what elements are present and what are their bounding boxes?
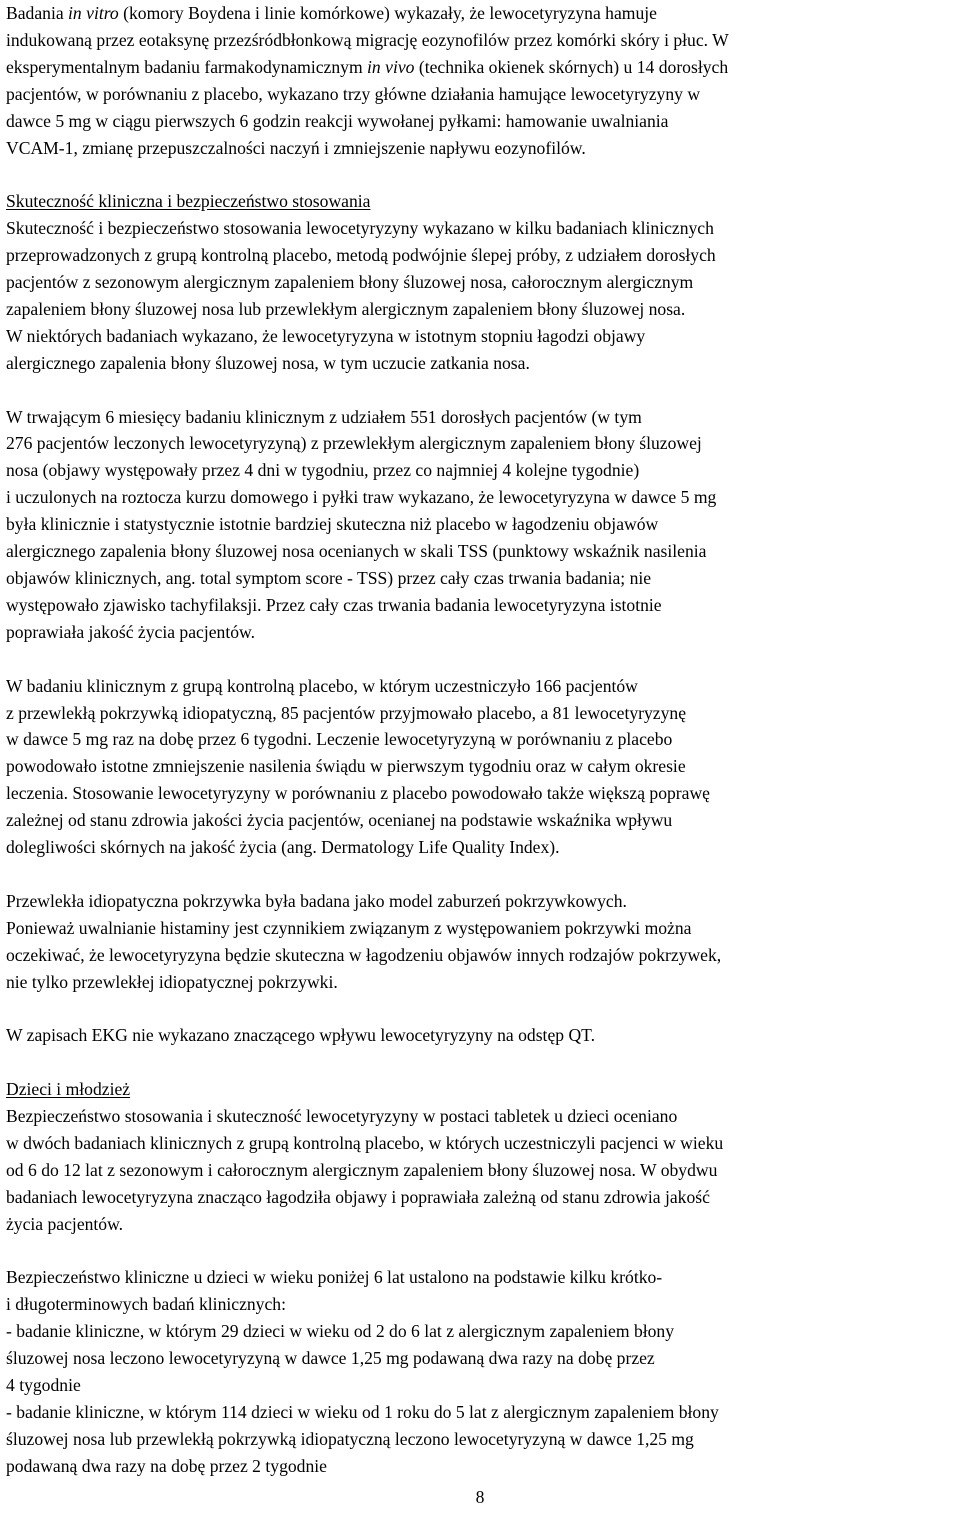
text-line: śluzowej nosa lub przewlekłą pokrzywką idiopatyczną leczono lewocetyryzyną w dawce 1,25 mg — [6, 1428, 694, 1449]
paragraph-gap — [6, 377, 956, 404]
text-segment: (komory Boydena i linie komórkowe) wykazały, że lewocetyryzyna hamuje — [118, 3, 657, 23]
text-line: nie tylko przewlekłej idiopatycznej pokrzywki. — [6, 971, 338, 992]
text-line — [6, 108, 956, 135]
text-line: Bezpieczeństwo stosowania i skuteczność lewocetyryzyny w postaci tabletek u dzieci oceniano — [6, 1106, 678, 1127]
text-line: W zapisach EKG nie wykazano znaczącego wpływu lewocetyryzyny na odstęp QT. — [6, 1025, 595, 1046]
text-segment: in vivo — [367, 56, 415, 77]
paragraph-gap — [6, 861, 956, 888]
text-line: zależnej od stanu zdrowia jakości życia pacjentów, ocenianej na podstawie wskaźnika wpływu — [6, 810, 673, 831]
text-segment: VCAM-1, zmianę przepuszczalności naczyń i zmniejszenie napływu eozynofilów. — [6, 137, 586, 158]
paragraph-children-studies — [6, 1103, 956, 1238]
text-line: dolegliwości skórnych na jakość życia (ang. Dermatology Life Quality Index). — [6, 837, 560, 858]
text-line: poprawiała jakość życia pacjentów. — [6, 621, 255, 642]
text-line: śluzowej nosa leczono lewocetyryzyną w dawce 1,25 mg podawaną dwa razy na dobę przez — [6, 1348, 655, 1369]
text-line: badaniach lewocetyryzyna znacząco łagodziła objawy i poprawiała zależną od stanu zdrowia jakość — [6, 1186, 710, 1207]
text-segment: eksperymentalnym badaniu farmakodynamicznym — [6, 56, 368, 77]
text-segment: indukowaną przez eotaksynę przezśródbłonkową migrację eozynofilów przez komórki skóry i płuc. W — [6, 29, 729, 50]
text-line: W niektórych badaniach wykazano, że lewocetyryzyna w istotnym stopniu łagodzi objawy — [6, 325, 646, 346]
text-line: i uczulonych na roztocza kurzu domowego i pyłki traw wykazano, że lewocetyryzyna w dawce 5 mg — [6, 487, 717, 508]
text-segment: in vitro — [68, 3, 119, 23]
text-line: od 6 do 12 lat z sezonowym i całorocznym alergicznym zapaleniem błony śluzowej nosa. W obydwu — [6, 1159, 718, 1180]
text-line: leczenia. Stosowanie lewocetyryzyny w porównaniu z placebo powodowało także większą poprawę — [6, 783, 710, 804]
paragraph-in-vitro — [6, 0, 956, 161]
text-line: występowało zjawisko tachyfilaksji. Przez cały czas trwania badania lewocetyryzyna istotnie — [6, 594, 662, 615]
text-line — [6, 135, 956, 162]
paragraph-gap — [6, 161, 956, 188]
paragraph-efficacy — [6, 215, 956, 376]
text-line: W trwającym 6 miesięcy badaniu klinicznym z udziałem 551 dorosłych pacjentów (w tym — [6, 406, 642, 427]
text-segment: (technika okienek skórnych) u 14 dorosłych — [414, 56, 729, 77]
text-line: przeprowadzonych z grupą kontrolną placebo, metodą podwójnie ślepej próby, z udziałem dorosłych — [6, 245, 716, 266]
text-line: powodowało istotne zmniejszenie nasilenia świądu w pierwszym tygodniu oraz w całym okresie — [6, 756, 686, 777]
text-segment: pacjentów, w porównaniu z placebo, wykazano trzy główne działania hamujące lewocetyryzyny w — [6, 83, 701, 104]
page-number: 8 — [475, 1487, 485, 1507]
text-line: Skuteczność i bezpieczeństwo stosowania lewocetyryzyny wykazano w kilku badaniach klinicznych — [6, 218, 714, 239]
text-line: - badanie kliniczne, w którym 114 dzieci w wieku od 1 roku do 5 lat z alergicznym zapaleniem błony — [6, 1402, 719, 1423]
text-line: zapaleniem błony śluzowej nosa lub przewlekłym alergicznym zapaleniem błony śluzowej nosa. — [6, 298, 686, 319]
section-clinical — [6, 188, 956, 376]
text-line: 4 tygodnie — [6, 1375, 81, 1396]
text-line: życia pacjentów. — [6, 1213, 124, 1234]
paragraph-gap — [6, 1238, 956, 1265]
text-line — [6, 27, 956, 54]
paragraph-under-6 — [6, 1264, 956, 1479]
text-line: podawaną dwa razy na dobę przez 2 tygodnie — [6, 1455, 327, 1476]
paragraph-gap — [6, 646, 956, 673]
text-line: alergicznego zapalenia błony śluzowej nosa, w tym uczucie zatkania nosa. — [6, 352, 530, 373]
text-line: objawów klinicznych, ang. total symptom score - TSS) przez cały czas trwania badania; nie — [6, 568, 652, 588]
text-line: pacjentów z sezonowym alergicznym zapaleniem błony śluzowej nosa, całorocznym alergicznym — [6, 272, 694, 293]
text-line: nosa (objawy występowały przez 4 dni w tygodniu, przez co najmniej 4 kolejne tygodnie) — [6, 460, 640, 481]
paragraph-gap — [6, 1049, 956, 1076]
text-line: W badaniu klinicznym z grupą kontrolną placebo, w którym uczestniczyło 166 pacjentów — [6, 675, 638, 696]
text-line: alergicznego zapalenia błony śluzowej nosa ocenianych w skali TSS (punktowy wskaźnik nasilenia — [6, 541, 707, 562]
text-line: 276 pacjentów leczonych lewocetyryzyną) z przewlekłym alergicznym zapaleniem błony śluzowej — [6, 433, 702, 454]
text-segment: Badania — [6, 3, 69, 23]
text-line: Bezpieczeństwo kliniczne u dzieci w wieku poniżej 6 lat ustalono na podstawie kilku krótko- — [6, 1267, 663, 1288]
text-line — [6, 0, 956, 27]
paragraph-6-month-study — [6, 404, 956, 646]
text-line: Przewlekła idiopatyczna pokrzywka była badana jako model zaburzeń pokrzywkowych. — [6, 890, 627, 911]
section-children — [6, 1076, 956, 1237]
heading-children: Dzieci i młodzież — [6, 1079, 131, 1100]
text-line — [6, 81, 956, 108]
text-line: - badanie kliniczne, w którym 29 dzieci w wieku od 2 do 6 lat z alergicznym zapaleniem błony — [6, 1321, 675, 1342]
text-line: w dawce 5 mg raz na dobę przez 6 tygodni. Leczenie lewocetyryzyną w porównaniu z placebo — [6, 729, 673, 750]
text-segment: dawce 5 mg w ciągu pierwszych 6 godzin reakcji wywołanej pyłkami: hamowanie uwalniania — [6, 110, 669, 131]
paragraph-ekg — [6, 1022, 956, 1049]
text-line: oczekiwać, że lewocetyryzyna będzie skuteczna w łagodzeniu objawów innych rodzajów pokrzywek, — [6, 944, 722, 965]
heading-clinical-efficacy: Skuteczność kliniczna i bezpieczeństwo stosowania — [6, 191, 371, 212]
text-line: i długoterminowych badań klinicznych: — [6, 1294, 286, 1315]
paragraph-urticaria-model — [6, 888, 956, 996]
document-page — [6, 0, 956, 1480]
paragraph-gap — [6, 995, 956, 1022]
text-line: w dwóch badaniach klinicznych z grupą kontrolną placebo, w których uczestniczyli pacjenci w wieku — [6, 1132, 724, 1153]
text-line: była klinicznie i statystycznie istotnie bardziej skuteczna niż placebo w łagodzeniu objawów — [6, 514, 659, 535]
text-line — [6, 54, 956, 81]
text-line: z przewlekłą pokrzywką idiopatyczną, 85 pacjentów przyjmowało placebo, a 81 lewocetyryzynę — [6, 702, 687, 723]
paragraph-urticaria-study — [6, 673, 956, 861]
text-line: Ponieważ uwalnianie histaminy jest czynnikiem związanym z występowaniem pokrzywki można — [6, 917, 692, 938]
